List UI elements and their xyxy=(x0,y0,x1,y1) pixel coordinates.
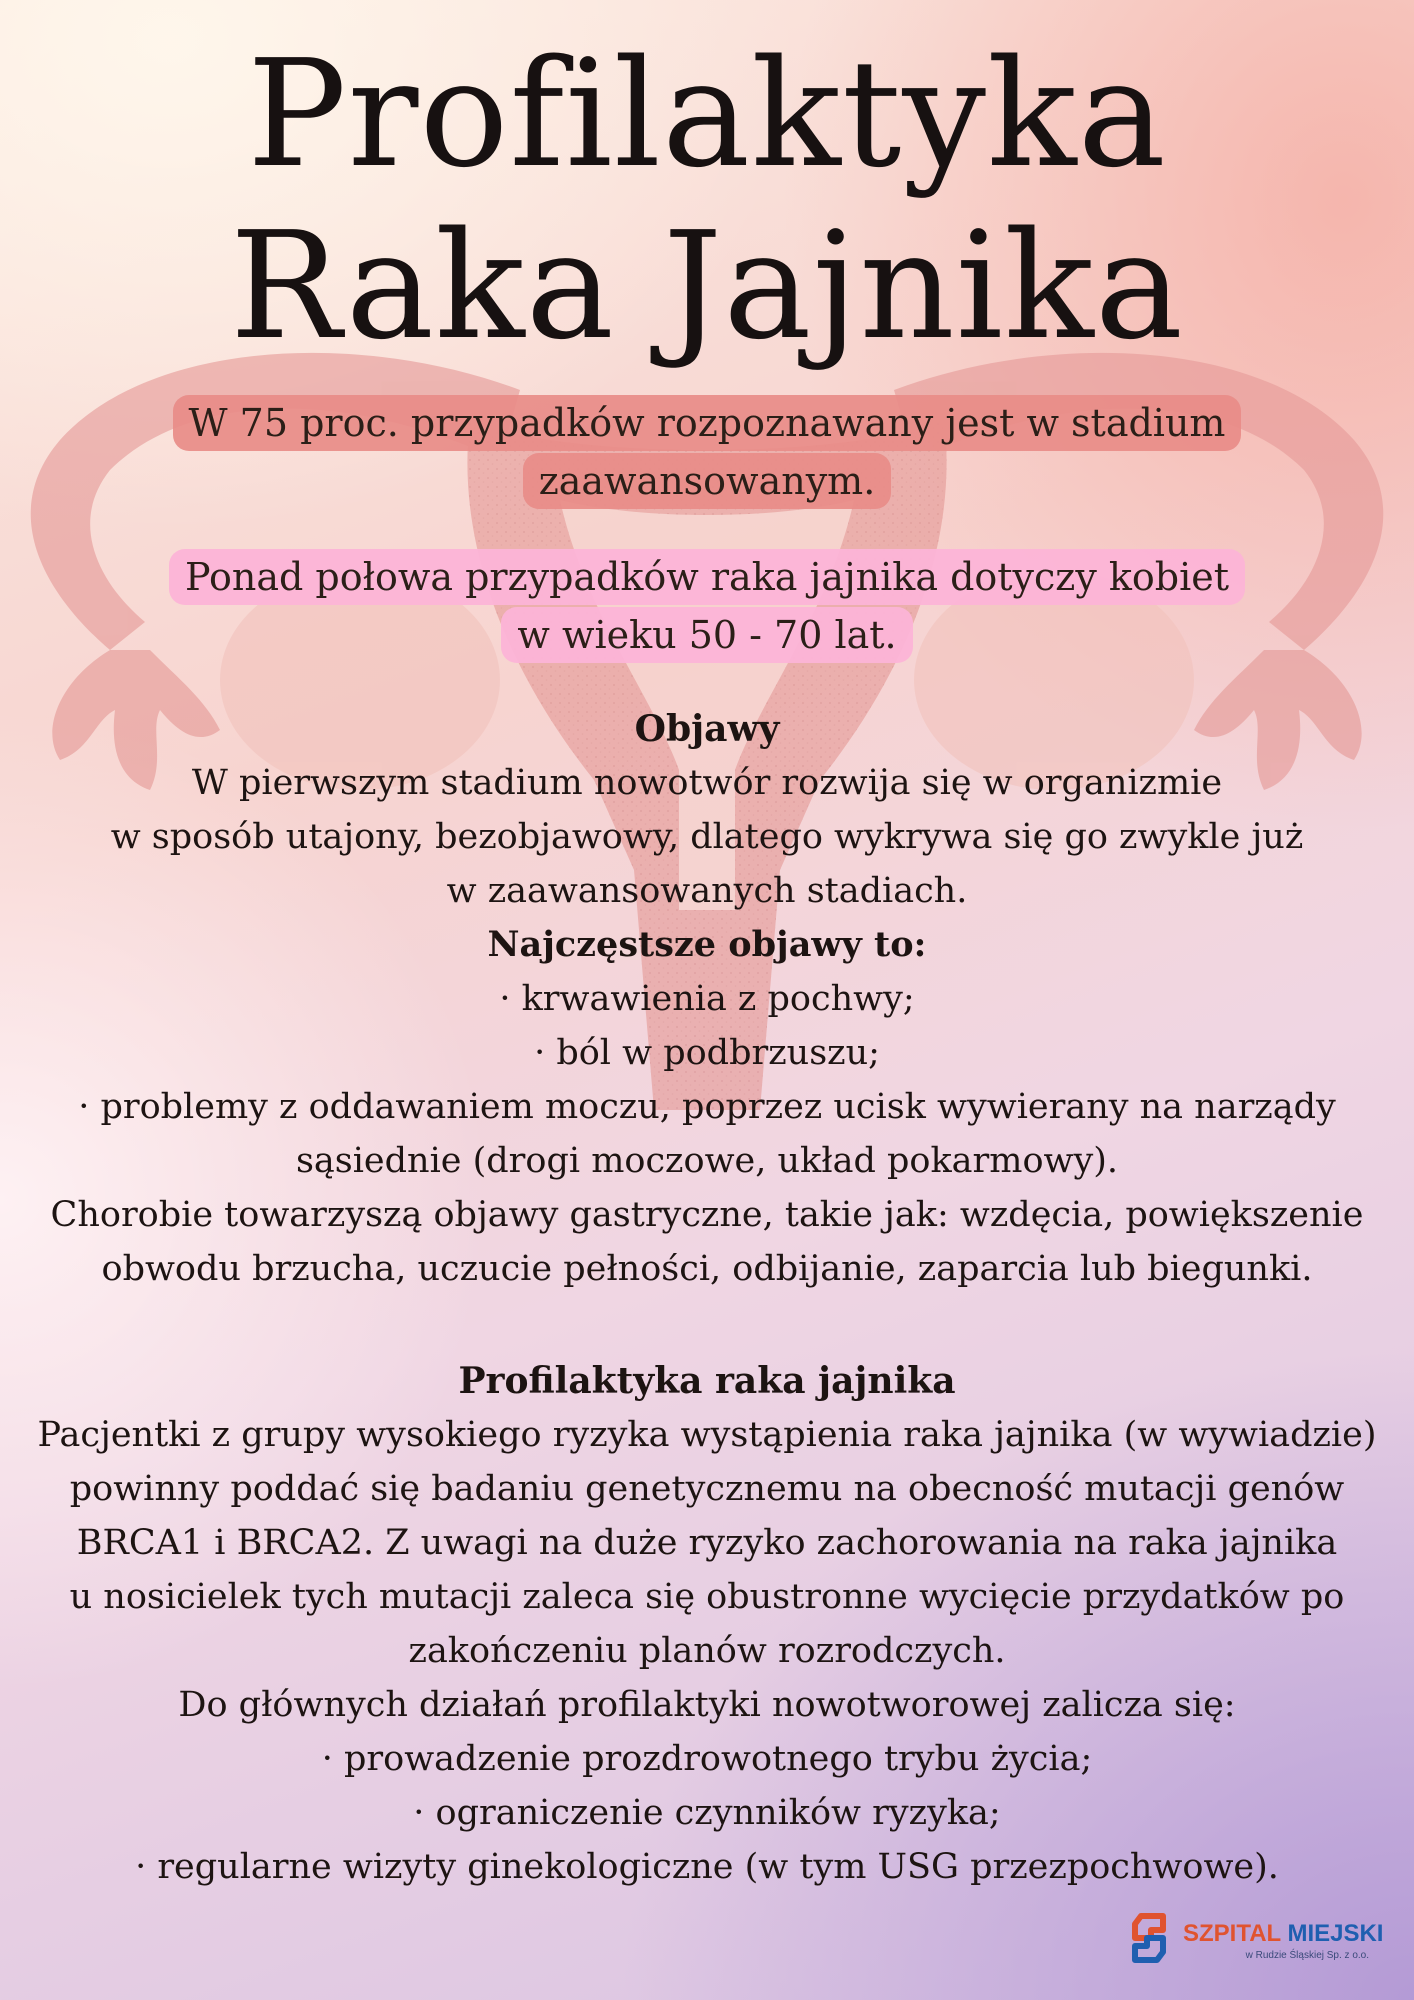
symptom-item: · krwawienia z pochwy; xyxy=(499,979,915,1019)
prevention-paragraph-line: BRCA1 i BRCA2. Z uwagi na duże ryzyko zachorowania na raka jajnika xyxy=(76,1523,1338,1563)
symptoms-heading: Objawy xyxy=(634,708,780,750)
prevention-paragraph-line: Pacjentki z grupy wysokiego ryzyka wystąpienia raka jajnika (w wywiadzie) xyxy=(37,1415,1377,1455)
prevention-item: · prowadzenie prozdrowotnego trybu życia; xyxy=(321,1739,1093,1779)
symptom-item: · problemy z oddawaniem moczu, poprzez ucisk wywierany na narządy xyxy=(78,1087,1336,1127)
highlight-late-diagnosis xyxy=(0,394,1414,510)
symptoms-section xyxy=(0,702,1414,1296)
symptom-item: · ból w podbrzuszu; xyxy=(534,1033,880,1073)
symptoms-list-heading: Najczęstsze objawy to: xyxy=(487,924,927,965)
hospital-logo xyxy=(1119,1910,1384,1966)
prevention-list-intro: Do głównych działań profilaktyki nowotworowej zalicza się: xyxy=(178,1685,1236,1725)
symptoms-extra-line: Chorobie towarzyszą objawy gastryczne, takie jak: wzdęcia, powiększenie xyxy=(50,1195,1364,1235)
hospital-logo-icon xyxy=(1119,1910,1179,1966)
poster-title xyxy=(0,28,1414,372)
highlight-text: zaawansowanym. xyxy=(523,453,892,509)
symptoms-intro-line: W pierwszym stadium nowotwór rozwija się w organizmie xyxy=(191,763,1223,803)
title-line-2: Raka Jajnika xyxy=(229,200,1185,372)
hospital-logo-name xyxy=(1183,1920,1383,1948)
logo-name-part-2: MIEJSKI xyxy=(1287,1920,1384,1947)
prevention-paragraph-line: powinny poddać się badaniu genetycznemu na obecność mutacji genów xyxy=(69,1469,1345,1509)
symptoms-intro-line: w zaawansowanych stadiach. xyxy=(446,871,968,911)
highlight-text: Ponad połowa przypadków raka jajnika dotyczy kobiet xyxy=(169,549,1245,605)
highlight-age-range xyxy=(0,548,1414,664)
symptom-item: sąsiednie (drogi moczowe, układ pokarmowy). xyxy=(295,1141,1119,1181)
highlight-text: w wieku 50 - 70 lat. xyxy=(501,607,912,663)
prevention-section xyxy=(0,1354,1414,1894)
prevention-paragraph-line: zakończeniu planów rozrodczych. xyxy=(408,1631,1006,1671)
prevention-paragraph-line: u nosicielek tych mutacji zaleca się obustronne wycięcie przydatków po xyxy=(69,1577,1345,1617)
prevention-heading: Profilaktyka raka jajnika xyxy=(458,1360,956,1402)
prevention-item: · ograniczenie czynników ryzyka; xyxy=(413,1793,1001,1833)
title-line-1: Profilaktyka xyxy=(247,28,1167,200)
hospital-logo-subtitle: w Rudzie Śląskiej Sp. z o.o. xyxy=(1245,1950,1369,1961)
prevention-item: · regularne wizyty ginekologiczne (w tym USG przezpochwowe). xyxy=(135,1847,1279,1887)
highlight-text: W 75 proc. przypadków rozpoznawany jest w stadium xyxy=(173,395,1242,451)
symptoms-extra-line: obwodu brzucha, uczucie pełności, odbijanie, zaparcia lub biegunki. xyxy=(101,1249,1313,1289)
logo-name-part-1: SZPITAL xyxy=(1183,1920,1281,1947)
symptoms-intro-line: w sposób utajony, bezobjawowy, dlatego wykrywa się go zwykle już xyxy=(110,817,1304,857)
